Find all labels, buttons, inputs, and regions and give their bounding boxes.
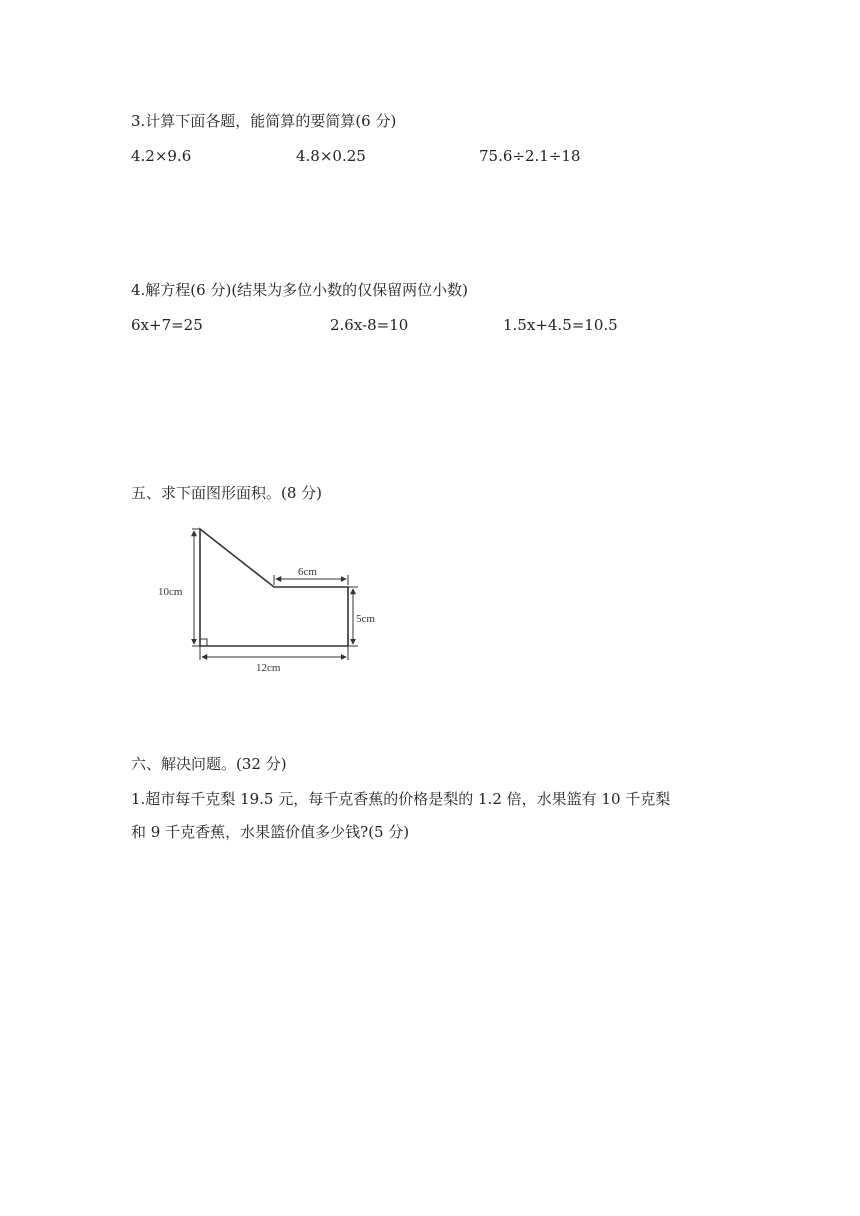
section5-heading: 五、求下面图形面积。(8 分) <box>131 484 323 502</box>
area-figure <box>148 515 418 705</box>
section6-heading: 六、解决问题。(32 分) <box>131 755 287 773</box>
word-problem-1-line2: 和 9 千克香蕉，水果篮价值多少钱?(5 分) <box>131 823 410 841</box>
section4-heading: 4.解方程(6 分)(结果为多位小数的仅保留两位小数) <box>131 281 469 299</box>
calc-problem-2: 4.8×0.25 <box>296 147 366 165</box>
word-problem-1-line1: 1.超市每千克梨 19.5 元，每千克香蕉的价格是梨的 1.2 倍，水果篮有 10 千克梨 <box>131 790 671 808</box>
calc-problem-1: 4.2×9.6 <box>131 147 192 165</box>
area-figure-svg <box>148 515 418 705</box>
bottom-width-label: 12cm <box>256 662 281 674</box>
right-height-label: 5cm <box>356 613 375 625</box>
equation-1: 6x+7=25 <box>131 316 203 334</box>
equation-3: 1.5x+4.5=10.5 <box>503 316 618 334</box>
left-height-label: 10cm <box>158 586 183 598</box>
calc-problem-3: 75.6÷2.1÷18 <box>479 147 581 165</box>
top-width-label: 6cm <box>298 566 317 578</box>
shape-outline <box>200 529 348 646</box>
right-angle-mark <box>200 639 207 646</box>
section3-heading: 3.计算下面各题，能简算的要简算(6 分) <box>131 112 397 130</box>
equation-2: 2.6x-8=10 <box>330 316 409 334</box>
